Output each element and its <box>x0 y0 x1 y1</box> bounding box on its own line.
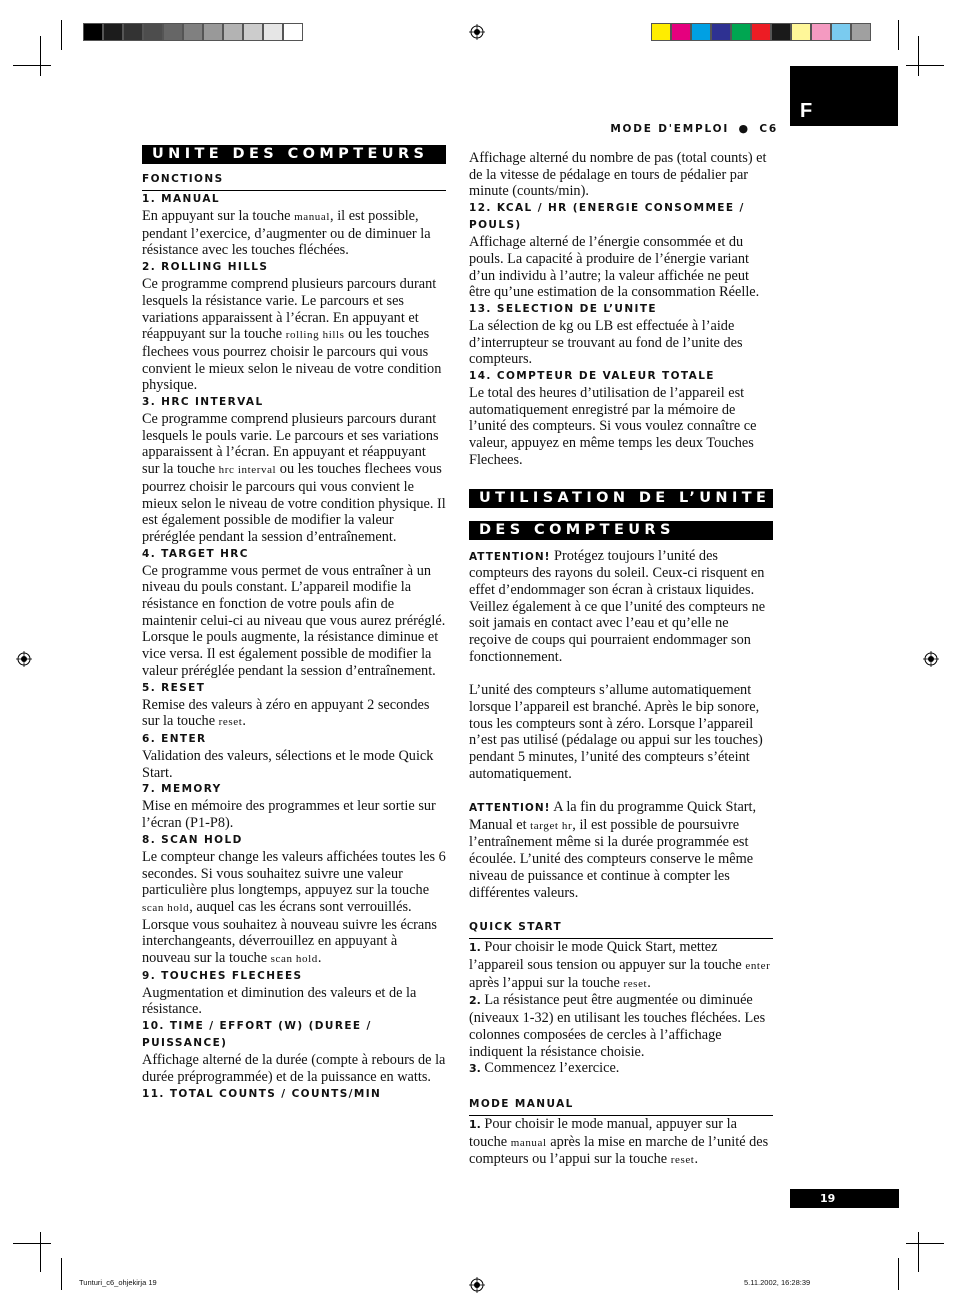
item-heading: 6. ENTER <box>142 732 207 745</box>
section-title: DES COMPTEURS <box>469 521 773 540</box>
left-column <box>142 145 446 1103</box>
item-text: Affichage alterné de l’énergie consommée et du pouls. La capacité à produire de l’énergie variant d’un individu à l’autre; la valeur affichée ne peut être qu’une estimation de la consommation Réelle. <box>469 234 760 301</box>
color-swatch <box>711 23 731 41</box>
registration-mark-icon <box>923 651 939 667</box>
item-text: Ce programme vous permet de vous entraîner à un niveau du pouls constant. L’appareil modifie la résistance en fonction de votre pouls afin de maintenir celui-ci au niveau que vous aurez préréglé. Lorsque le pouls augmente, la résistance diminue et vice versa. Il est également possible de modifier la valeur préréglée pendant la session d’entraînement. <box>142 562 446 679</box>
running-header <box>610 122 778 135</box>
subheading: FONCTIONS <box>142 171 446 191</box>
step-text: 1. Pour choisir le mode manual, appuyer sur la touche manual après la mise en marche de l’unité des compteurs ou l’appui sur la touche reset. <box>469 1115 769 1168</box>
paragraph: L’unité des compteurs s’allume automatiquement lorsque l’appareil est branché. Après le bip sonore, tous les compteurs sont à zéro. Lorsque l’appareil n’est pas utilisé (pédalage ou appui sur les touches) pendant 5 minutes, l’unité des compteurs s’éteint automatiquement. <box>469 682 763 782</box>
color-swatch <box>263 23 283 41</box>
color-swatch <box>831 23 851 41</box>
item-heading: 2. ROLLING HILLS <box>142 261 269 274</box>
color-swatch <box>771 23 791 41</box>
color-swatch <box>651 23 671 41</box>
color-swatch <box>851 23 871 41</box>
color-swatch <box>203 23 223 41</box>
item-heading: 4. TARGET HRC <box>142 547 249 560</box>
crop-mark <box>906 1243 944 1244</box>
item-text: Affichage alterné de la durée (compte à rebours de la durée préprogrammée) et de la puissance en watts. <box>142 1052 446 1085</box>
color-swatch <box>143 23 163 41</box>
color-swatch <box>83 23 103 41</box>
subheading: QUICK START <box>469 919 773 939</box>
item-text: Augmentation et diminution des valeurs et de la résistance. <box>142 984 417 1018</box>
item-heading: 1. MANUAL <box>142 193 220 205</box>
item-heading: 12. KCAL / HR (ENERGIE CONSOMMEE / POULS) <box>469 202 745 232</box>
color-swatch <box>283 23 303 41</box>
color-swatch <box>123 23 143 41</box>
header-bullet: ● <box>738 122 750 135</box>
crop-mark <box>918 1232 919 1272</box>
color-swatch <box>791 23 811 41</box>
color-swatch <box>811 23 831 41</box>
attention-paragraph: ATTENTION! Protégez toujours l’unité des compteurs des rayons du soleil. Ceux-ci risquent en effet d’endommager son écran à cristaux liquides. Veillez également à ce que l’unité des compteurs ne soit jamais en contact avec l’eau et qu’elle ne reçoive de coups qui pourraient endommager son fonctionnement. <box>469 547 766 665</box>
item-heading: 14. COMPTEUR DE VALEUR TOTALE <box>469 370 715 383</box>
color-swatch <box>751 23 771 41</box>
gray-calibration-bar <box>83 23 303 41</box>
registration-mark-icon <box>469 24 485 40</box>
color-swatch <box>103 23 123 41</box>
color-swatch <box>671 23 691 41</box>
registration-mark-icon <box>469 1277 485 1293</box>
registration-mark-icon <box>16 651 32 667</box>
crop-mark <box>918 36 919 76</box>
item-heading: 9. TOUCHES FLECHEES <box>142 969 303 982</box>
item-text: La sélection de kg ou LB est effectuée à l’aide d’interrupteur se trouvant au fond de l’unite des compteurs. <box>469 317 743 368</box>
header-model: C6 <box>759 123 778 135</box>
item-text: En appuyant sur la touche manual, il est possible, pendant l’exercice, d’augmenter ou de diminuer la résistance avec les touches fléchées. <box>142 208 431 259</box>
color-swatch <box>691 23 711 41</box>
color-calibration-bar <box>651 23 871 41</box>
crop-mark <box>40 1232 41 1272</box>
item-text: Remise des valeurs à zéro en appuyant 2 secondes sur la touche reset. <box>142 696 430 730</box>
item-heading: 13. SELECTION DE L’UNITE <box>469 302 657 315</box>
item-text: Ce programme comprend plusieurs parcours durant lesquels le pouls varie. Le parcours et ses variations apparaissent à l’écran. En appuyant et réappuyant sur la touche hrc interval ou les touches flechees vous pourrez choisir le parcours qui vous convient le mieux selon le niveau de votre condition physique. Il est également possible de modifier la valeur préréglée pendant la session d’entraînement. <box>142 411 446 545</box>
item-text: Mise en mémoire des programmes et leur sortie sur l’écran (P1-P8). <box>142 798 436 832</box>
section-title: UTILISATION DE L’UNITE <box>469 489 773 508</box>
crop-mark <box>906 65 944 66</box>
crop-mark <box>40 36 41 76</box>
item-heading: 8. SCAN HOLD <box>142 833 243 846</box>
step-text: 1. Pour choisir le mode Quick Start, mettez l’appareil sous tension ou appuyer sur la touche enter après l’appui sur la touche reset. <box>469 939 771 991</box>
color-swatch <box>731 23 751 41</box>
crop-mark <box>898 1258 899 1290</box>
item-text: Validation des valeurs, sélections et le mode Quick Start. <box>142 747 434 781</box>
color-swatch <box>163 23 183 41</box>
subheading: MODE MANUAL <box>469 1096 773 1116</box>
language-tab <box>790 66 898 126</box>
step-text: 3. Commencez l’exercice. <box>469 1060 620 1077</box>
item-heading: 5. RESET <box>142 681 206 694</box>
item-heading: 11. TOTAL COUNTS / COUNTS/MIN <box>142 1087 382 1100</box>
footer-date: 5.11.2002, 16:28:39 <box>744 1278 811 1287</box>
page-number-box <box>790 1189 899 1208</box>
item-text: Affichage alterné du nombre de pas (total counts) et de la vitesse de pédalage en tours de pédalier par minute (counts/min). <box>469 150 767 200</box>
right-column <box>469 150 773 1169</box>
item-heading: 7. MEMORY <box>142 783 222 796</box>
crop-mark <box>898 20 899 50</box>
item-text: Le compteur change les valeurs affichées toutes les 6 secondes. Si vous souhaitez suivre une valeur particulière plus longtemps, appuyez sur la touche scan hold, auquel cas les écrans sont verrouillés. Lorsque vous souhaitez à nouveau suivre les écrans interchangeants, déverrouillez en appuyant à nouveau sur la touche scan hold. <box>142 848 446 967</box>
crop-mark <box>61 1258 62 1290</box>
header-title: MODE D'EMPLOI <box>610 123 730 135</box>
color-swatch <box>183 23 203 41</box>
crop-mark <box>13 1243 51 1244</box>
item-heading: 3. HRC INTERVAL <box>142 396 264 409</box>
item-text: Le total des heures d’utilisation de l’appareil est automatiquement enregistré par la mémoire de l’unité des compteurs. Si vous voulez connaître ce valeur, appuyez en même temps les deux Touches Flechees. <box>469 385 757 468</box>
footer-file: Tunturi_c6_ohjekirja 19 <box>79 1278 157 1287</box>
step-text: 2. La résistance peut être augmentée ou diminuée (niveaux 1-32) en utilisant les touches fléchées. Les colonnes composées de cercles à l’affichage indiquent la résistance choisie. <box>469 992 766 1060</box>
item-text: Ce programme comprend plusieurs parcours durant lesquels la résistance varie. Le parcours et ses variations apparaissent à l’écran. En appuyant et réappuyant sur la touche rolling hills ou les touches flechees vous pourrez choisir le parcours qui vous convient le mieux selon le niveau de votre condition physique. <box>142 276 442 394</box>
section-title: UNITE DES COMPTEURS <box>142 145 446 164</box>
color-swatch <box>243 23 263 41</box>
color-swatch <box>223 23 243 41</box>
page-number: 19 <box>820 1192 836 1205</box>
crop-mark <box>61 20 62 50</box>
language-letter: F <box>800 100 813 122</box>
crop-mark <box>13 65 51 66</box>
attention-paragraph: ATTENTION! A la fin du programme Quick Start, Manual et target hr, il est possible de poursuivre l’entraînement même si la durée programmée est écoulée. L’unité des compteurs conserve le même niveau de puissance et continue à compter les différentes valeurs. <box>469 799 757 901</box>
item-heading: 10. TIME / EFFORT (W) (DUREE / PUISSANCE) <box>142 1020 372 1050</box>
